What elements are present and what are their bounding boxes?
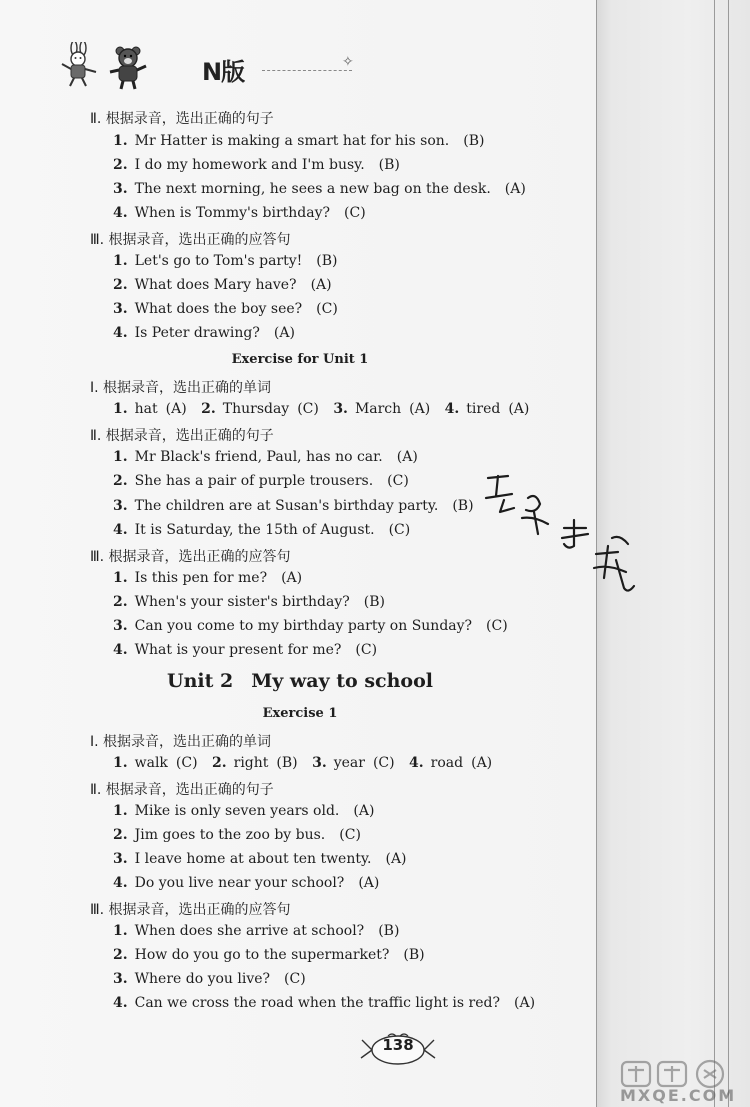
item-number: 1. xyxy=(113,133,128,149)
item-text: What is your present for me? xyxy=(134,642,342,658)
item-word: right xyxy=(233,755,269,771)
item-number: 2. xyxy=(113,594,128,610)
answer-row xyxy=(113,325,295,341)
edition-label: N版 xyxy=(202,58,245,86)
item-number: 1. xyxy=(113,923,128,939)
item-text: Can you come to my birthday party on Sunday? xyxy=(134,618,473,634)
item-text: Is this pen for me? xyxy=(134,570,268,586)
item-number: 2. xyxy=(113,473,128,489)
section-heading: Ⅰ. 根据录音，选出正确的单词 xyxy=(90,380,272,396)
unit-number: Unit 2 xyxy=(167,670,234,692)
answer-row xyxy=(113,449,418,465)
answer-row xyxy=(113,827,361,843)
item-number: 2. xyxy=(212,755,227,771)
item-text: It is Saturday, the 15th of August. xyxy=(134,522,375,538)
item-number: 2. xyxy=(113,277,128,293)
item-text: I do my homework and I'm busy. xyxy=(134,157,365,173)
item-answer: (C) xyxy=(316,301,338,317)
item-answer: (A) xyxy=(471,755,493,771)
answer-row xyxy=(113,205,366,221)
item-text: Mr Black's friend, Paul, has no car. xyxy=(134,449,383,465)
item-number: 3. xyxy=(113,181,128,197)
unit-name: My way to school xyxy=(251,670,433,692)
item-answer: (A) xyxy=(358,875,380,891)
item-answer: (B) xyxy=(403,947,425,963)
answer-row xyxy=(113,594,385,610)
item-text: I leave home at about ten twenty. xyxy=(134,851,372,867)
item-answer: (B) xyxy=(378,157,400,173)
answer-row xyxy=(113,301,338,317)
item-answer: (A) xyxy=(310,277,332,293)
item-text: Where do you live? xyxy=(134,971,271,987)
section-heading: Ⅲ. 根据录音，选出正确的应答句 xyxy=(90,232,291,248)
answer-row xyxy=(113,642,377,658)
item-text: Mr Hatter is making a smart hat for his son. xyxy=(134,133,450,149)
item-text: The children are at Susan's birthday party. xyxy=(134,498,439,514)
item-number: 3. xyxy=(113,971,128,987)
item-number: 2. xyxy=(113,157,128,173)
item-answer: (B) xyxy=(452,498,474,514)
item-number: 1. xyxy=(113,253,128,269)
answer-row xyxy=(113,875,379,891)
answer-row xyxy=(113,971,306,987)
item-text: When is Tommy's birthday? xyxy=(134,205,331,221)
section-heading: Ⅱ. 根据录音，选出正确的句子 xyxy=(90,428,274,444)
section-heading: Ⅲ. 根据录音，选出正确的应答句 xyxy=(90,902,291,918)
item-number: 4. xyxy=(113,325,128,341)
item-number: 3. xyxy=(333,401,348,417)
item-answer: (A) xyxy=(281,570,303,586)
answer-row xyxy=(113,995,535,1011)
unit-title xyxy=(0,670,600,692)
item-number: 1. xyxy=(113,570,128,586)
item-number: 2. xyxy=(113,827,128,843)
exercise-title: Exercise 1 xyxy=(262,706,338,721)
item-number: 4. xyxy=(113,522,128,538)
section-heading: Ⅱ. 根据录音，选出正确的句子 xyxy=(90,782,274,798)
item-number: 4. xyxy=(113,205,128,221)
item-answer: (A) xyxy=(409,401,431,417)
item-answer: (B) xyxy=(276,755,298,771)
exercise-title: Exercise for Unit 1 xyxy=(231,352,369,367)
item-answer: (C) xyxy=(339,827,361,843)
section-heading: Ⅰ. 根据录音，选出正确的单词 xyxy=(90,734,272,750)
item-number: 1. xyxy=(113,755,128,771)
answer-row xyxy=(113,851,407,867)
item-text: Mike is only seven years old. xyxy=(134,803,340,819)
item-number: 3. xyxy=(113,301,128,317)
item-answer: (C) xyxy=(486,618,508,634)
item-number: 1. xyxy=(113,449,128,465)
item-number: 1. xyxy=(113,803,128,819)
item-answer: (C) xyxy=(372,755,395,771)
item-number: 3. xyxy=(312,755,327,771)
item-answer: (B) xyxy=(463,133,485,149)
item-answer: (C) xyxy=(355,642,378,658)
item-word: tired xyxy=(466,401,501,417)
item-answer: (B) xyxy=(363,594,385,610)
handwritten-annotation xyxy=(478,468,648,608)
item-word: March xyxy=(354,401,402,417)
word-answer-row xyxy=(113,755,502,771)
item-answer: (A) xyxy=(504,181,526,197)
item-number: 3. xyxy=(113,498,128,514)
item-answer: (B) xyxy=(378,923,400,939)
answer-row xyxy=(113,570,302,586)
item-word: walk xyxy=(134,755,168,771)
item-number: 4. xyxy=(113,995,128,1011)
item-answer: (A) xyxy=(385,851,407,867)
item-word: Thursday xyxy=(222,401,290,417)
answer-row xyxy=(113,277,332,293)
answer-row xyxy=(113,181,526,197)
bear-mascot-icon xyxy=(106,44,152,90)
item-text: When's your sister's birthday? xyxy=(134,594,350,610)
section-heading: Ⅱ. 根据录音，选出正确的句子 xyxy=(90,111,274,127)
item-number: 4. xyxy=(444,401,460,417)
item-answer: (C) xyxy=(284,971,306,987)
page-edge-line xyxy=(714,0,715,1107)
item-text: What does Mary have? xyxy=(134,277,297,293)
item-answer: (A) xyxy=(273,325,295,341)
watermark-domain: MXQE.COM xyxy=(620,1086,737,1105)
answer-row xyxy=(113,923,399,939)
item-answer: (A) xyxy=(165,401,187,417)
answer-row xyxy=(113,253,337,269)
item-answer: (C) xyxy=(388,522,411,538)
page-number: 138 xyxy=(382,1036,414,1054)
item-answer: (A) xyxy=(508,401,530,417)
answer-row xyxy=(113,618,508,634)
item-text: The next morning, he sees a new bag on the desk. xyxy=(134,181,491,197)
item-answer: (B) xyxy=(316,253,338,269)
header-divider xyxy=(262,70,352,71)
section-heading: Ⅲ. 根据录音，选出正确的应答句 xyxy=(90,549,291,565)
answer-row xyxy=(113,498,474,514)
page-edge-line xyxy=(728,0,729,1107)
item-text: When does she arrive at school? xyxy=(134,923,365,939)
item-number: 2. xyxy=(201,401,216,417)
item-text: What does the boy see? xyxy=(134,301,303,317)
answer-row xyxy=(113,803,374,819)
item-number: 4. xyxy=(113,875,128,891)
item-answer: (C) xyxy=(297,401,319,417)
word-answer-row xyxy=(113,401,539,417)
item-number: 4. xyxy=(113,642,128,658)
item-text: Do you live near your school? xyxy=(134,875,345,891)
page-header xyxy=(52,40,362,92)
item-number: 3. xyxy=(113,618,128,634)
item-word: hat xyxy=(134,401,158,417)
item-number: 1. xyxy=(113,401,128,417)
item-answer: (C) xyxy=(344,205,366,221)
item-word: road xyxy=(430,755,464,771)
item-answer: (A) xyxy=(353,803,375,819)
answer-row xyxy=(113,473,409,489)
item-text: Is Peter drawing? xyxy=(134,325,260,341)
item-text: How do you go to the supermarket? xyxy=(134,947,390,963)
answer-row xyxy=(113,157,400,173)
bunny-mascot-icon xyxy=(56,42,106,88)
answer-row xyxy=(113,522,410,538)
answer-row xyxy=(113,947,425,963)
item-text: She has a pair of purple trousers. xyxy=(134,473,374,489)
item-answer: (C) xyxy=(175,755,198,771)
page-number-badge xyxy=(358,1028,438,1072)
item-answer: (A) xyxy=(396,449,418,465)
item-answer: (A) xyxy=(514,995,536,1011)
item-text: Jim goes to the zoo by bus. xyxy=(134,827,326,843)
item-answer: (C) xyxy=(387,473,409,489)
item-text: Can we cross the road when the traffic light is red? xyxy=(134,995,500,1011)
sparkle-icon: ✧ xyxy=(342,54,354,70)
item-number: 2. xyxy=(113,947,128,963)
item-number: 3. xyxy=(113,851,128,867)
item-number: 4. xyxy=(409,755,424,771)
item-text: Let's go to Tom's party! xyxy=(134,253,303,269)
item-word: year xyxy=(333,755,365,771)
answer-row xyxy=(113,133,484,149)
